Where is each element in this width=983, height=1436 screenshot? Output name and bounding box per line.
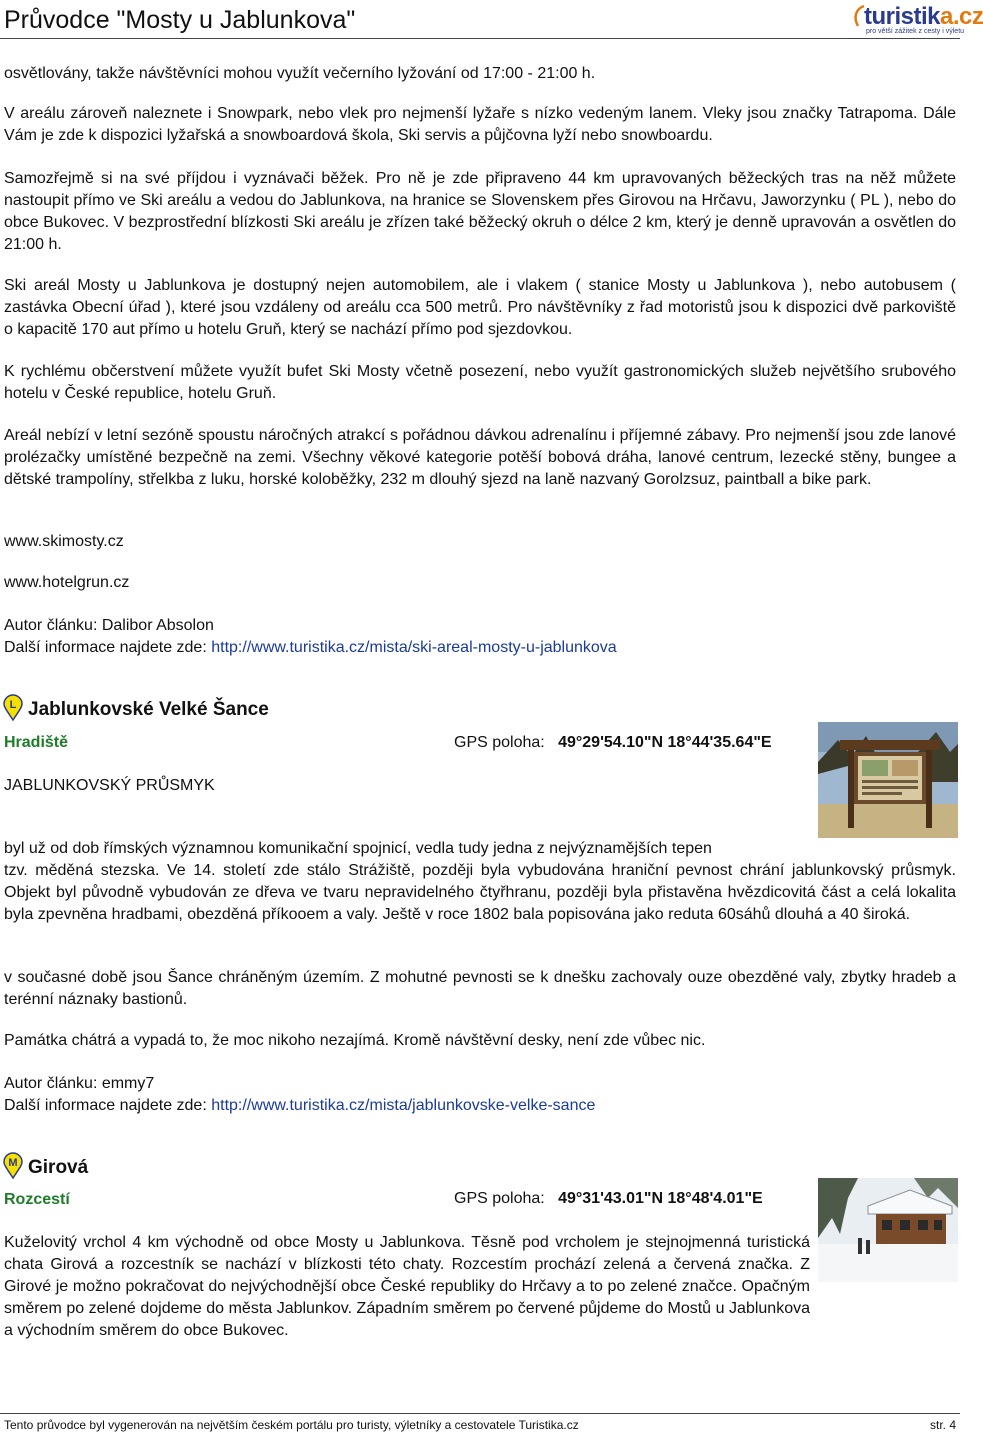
more-info-label: Další informace najdete zde: <box>4 1097 207 1114</box>
place-title: Jablunkovské Velké Šance <box>28 699 269 720</box>
info-board-photo <box>818 722 958 838</box>
more-info-link[interactable]: http://www.turistika.cz/mista/jablunkovske-velke-sance <box>211 1097 596 1114</box>
pin-letter: L <box>9 699 17 711</box>
gps-value: 49°29'54.10"N 18°44'35.64"E <box>558 734 772 751</box>
gps-label: GPS poloha: <box>454 1190 545 1207</box>
turistika-logo[interactable] <box>852 3 983 37</box>
map-pin-icon <box>3 1153 23 1179</box>
more-info-label: Další informace najdete zde: <box>4 639 207 656</box>
gps-position <box>454 734 772 752</box>
header-divider <box>0 38 960 39</box>
footer-divider <box>0 1413 960 1414</box>
article-paragraph: V areálu zároveň naleznete i Snowpark, nebo vlek pro nejmenší lyžaře s nízko vedeným lanem. Vleky jsou značky Tatrapoma. Dále Vám je zde k dispozici lyžařská a snowboardová škola, Ski servis a půjčovna lyží nebo snowboardu. <box>4 105 956 144</box>
article-paragraph: Areál nebízí v letní sezóně spoustu náročných atrakcí s pořádnou dávkou adrenalínu i příjemné zábavy. Pro nejmenší jsou zde lanové prolézačky umístěné bezpečně na zemi. Všechny věkové kategorie potěší bobová dráha, lanové centrum, lezecké stěny, bungee a dětské trampolíny, střelkba z luku, horské koloběžky, 232 m dlouhý sjezd na laně nazvaný Gorolzsuz, paintball a bike park. <box>4 427 956 488</box>
place-category: Hradiště <box>4 734 69 751</box>
article-paragraph: osvětlovány, takže návštěvníci mohou využít večerního lyžování od 17:00 - 21:00 h. <box>4 65 596 82</box>
footer-text: Tento průvodce byl vygenerován na největším českém portálu pro turisty, výletníky a cestovatele Turistika.cz <box>4 1418 579 1432</box>
place-subtitle: JABLUNKOVSKÝ PRŮSMYK <box>4 777 215 794</box>
article-author: Autor článku: Dalibor Absolon <box>4 617 214 634</box>
more-info-line <box>4 637 617 659</box>
article-author: Autor článku: emmy7 <box>4 1075 155 1092</box>
logo-tagline: pro větší zážitek z cesty i výletu <box>866 28 965 35</box>
logo-wordmark: turistika.cz <box>864 3 983 30</box>
place-category: Rozcestí <box>4 1191 70 1208</box>
website-link[interactable]: www.skimosty.cz <box>4 533 124 550</box>
article-line: byl už od dob římských významnou komunikační spojnicí, vedla tudy jedna z nejvýznamějších tepen <box>4 840 712 857</box>
article-paragraph: tzv. měděná stezska. Ve 14. století zde stálo Strážiště, později byla vybudována hraniční pevnost chrání jablunkovský průsmyk. Objekt byl původně vybudován ze dřeva ve tvaru nepravidelného čtyřhranu, později byla přistavěna hvězdicovitá část a celá lokalita byla zpevněna hradbami, obezděná příkooem a valy. Ještě v roce 1802 bala popisována jako reduta 60sáhů dlouhá a 40 široká. <box>4 862 956 923</box>
gps-position <box>454 1190 763 1208</box>
article-paragraph: Památka chátrá a vypadá to, že moc nikoho nezajímá. Kromě návštěvní desky, není zde vůbec nic. <box>4 1032 706 1049</box>
article-paragraph: Ski areál Mosty u Jablunkova je dostupný nejen automobilem, ale i vlakem ( stanice Mosty u Jablunkova ), nebo autobusem ( zastávka Obecní úřad ), které jsou vzdáleny od areálu cca 500 metrů. Pro návštěvníky z řad motoristů jsou k dispozici dvě parkoviště o kapacitě 170 aut přímo u hotelu Gruň, který se nachází přímo pod sjezdovkou. <box>4 277 956 338</box>
page-number: str. 4 <box>929 1418 956 1432</box>
article-paragraph: v současné době jsou Šance chráněným územím. Z mohutné pevnosti se k dnešku zachovaly ouze obezděné valy, zbytky hradeb a terénní náznaky bastionů. <box>4 969 956 1008</box>
map-pin-icon <box>3 695 23 721</box>
more-info-link[interactable]: http://www.turistika.cz/mista/ski-areal-mosty-u-jablunkova <box>211 639 617 656</box>
place-title: Girová <box>28 1157 89 1178</box>
website-link[interactable]: www.hotelgrun.cz <box>4 574 130 591</box>
more-info-line <box>4 1095 595 1117</box>
gps-label: GPS poloha: <box>454 734 545 751</box>
gps-value: 49°31'43.01"N 18°48'4.01"E <box>558 1190 763 1207</box>
guide-title: Průvodce "Mosty u Jablunkova" <box>4 6 356 34</box>
page-header <box>0 0 983 40</box>
article-paragraph: K rychlému občerstvení můžete využít bufet Ski Mosty včetně posezení, nebo využít gastronomických služeb největšího srubového hotelu v České republice, hotelu Gruň. <box>4 363 956 402</box>
article-paragraph: Samozřejmě si na své příjdou i vyznávači běžek. Pro ně je zde připraveno 44 km upravovaných běžeckých tras na něž můžete nastoupit přímo ve Ski areálu a vedou do Jablunkova, na hranice se Slovenskem přes Girovou na Hrčavu, Jaworzynku ( PL ), nebo do obce Bukovec. V bezprostřední blízkosti Ski areálu je zřízen také běžecký okruh o délce 2 km, který je denně upravován a osvětlen do 21:00 h. <box>4 170 956 253</box>
mountain-hut-photo <box>818 1178 958 1282</box>
pin-letter: M <box>8 1157 18 1169</box>
article-paragraph: Kuželovitý vrchol 4 km východně od obce Mosty u Jablunkova. Těsně pod vrcholem je stejnojmenná turistická chata Girová a rozcestník se nachází v blízkosti této chaty. Rozcestím prochází zelená a červená značka. Z Girové je možno pokračovat do nejvýchodnější obce České republiky do Hrčavy a to po zelené značce. Opačným směrem po zelené dojdeme do města Jablunkov. Západním směrem po červené půjdeme do Mostů u Jablunkova a východním směrem do obce Bukovec. <box>4 1234 810 1339</box>
